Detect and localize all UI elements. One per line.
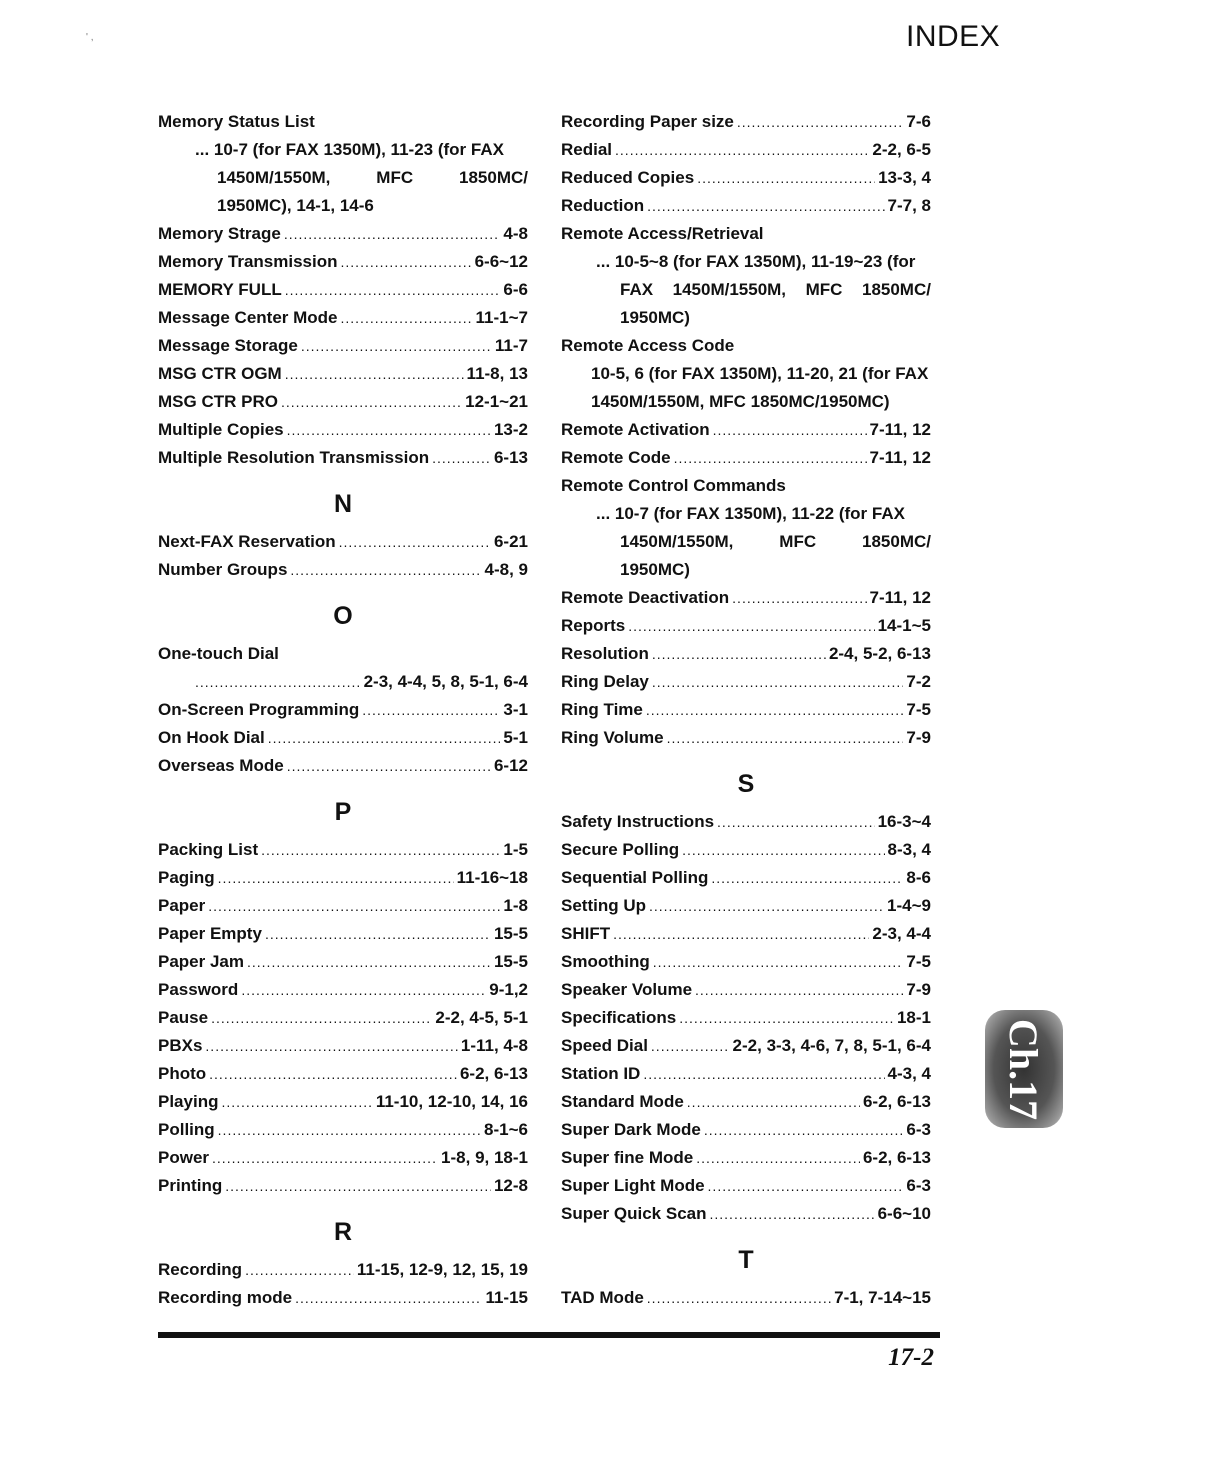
dot-leader [341,304,473,332]
entry-pages-part: 1850MC/ [459,168,528,187]
index-entry [158,1060,528,1088]
index-entry [561,1116,931,1144]
index-entry [561,164,931,192]
dot-leader [241,976,486,1004]
entry-term: Reduction [561,196,645,215]
dot-leader [647,1284,831,1312]
index-entry [561,1284,931,1312]
index-entry-continuation [561,360,931,388]
dot-leader [713,416,867,444]
dot-leader [708,1172,904,1200]
entry-pages: 6-2, 6-13 [862,1148,931,1167]
index-entry [561,696,931,724]
entry-pages: 8-6 [906,868,931,887]
entry-pages: 2-2, 4-5, 5-1 [435,1008,528,1027]
dot-leader [287,752,491,780]
entry-pages-part: 1850MC/ [862,532,931,551]
section-letter-s: S [737,770,755,798]
entry-term: Sequential Polling [561,868,709,887]
section-letter-r: R [333,1218,353,1246]
dot-leader [211,1004,432,1032]
dot-leader [205,1032,457,1060]
index-entry [561,444,931,472]
index-entry [561,976,931,1004]
entry-term: Reports [561,616,626,635]
chapter-tab-label: Ch.17 [1001,1018,1047,1120]
index-entry-continuation [561,388,931,416]
entry-pages-part: 1450M/1550M, [620,532,734,551]
dot-leader [295,1284,482,1312]
entry-term: Setting Up [561,896,646,915]
entry-term: Packing List [158,840,259,859]
entry-term: Pause [158,1008,209,1027]
entry-pages: 11-15, 12-9, 12, 15, 19 [356,1260,528,1279]
entry-term: Speaker Volume [561,980,693,999]
dot-leader [696,1144,860,1172]
entry-term: One-touch Dial [158,644,279,663]
dot-leader [268,724,501,752]
entry-pages: 18-1 [896,1008,931,1027]
entry-pages: 13-2 [493,420,528,439]
dot-leader [674,444,867,472]
entry-term: Safety Instructions [561,812,715,831]
entry-pages-part: FAX [620,280,654,299]
entry-pages: 1-11, 4-8 [460,1036,528,1055]
entry-pages [620,528,931,556]
entry-term: Resolution [561,644,649,663]
entry-pages: 11-7 [494,336,528,355]
entry-pages: 11-8, 13 [466,364,528,383]
dot-leader [652,640,826,668]
entry-pages: 14-1~5 [877,616,931,635]
dot-leader [285,276,501,304]
entry-pages: ... 10-5~8 (for FAX 1350M), 11-19~23 (for [596,252,916,271]
index-entry [561,108,931,136]
entry-pages: 16-3~4 [877,812,931,831]
entry-pages: 6-2, 6-13 [862,1092,931,1111]
dot-leader [646,696,904,724]
entry-pages: 7-9 [906,980,931,999]
index-entry [158,976,528,1004]
index-entry [561,668,931,696]
index-entry [561,416,931,444]
dot-leader [208,892,500,920]
entry-term: Polling [158,1120,215,1139]
entry-pages: 1-5 [503,840,528,859]
entry-term: Password [158,980,239,999]
index-entry [158,444,528,472]
dot-leader [209,1060,457,1088]
entry-term: Memory Transmission [158,252,338,271]
dot-leader [284,220,501,248]
entry-term: Paper Empty [158,924,262,943]
entry-term: Paper Jam [158,952,244,971]
dot-leader [682,836,884,864]
index-entry-continuation [561,248,931,276]
index-entry-continuation [561,304,931,332]
entry-term: Paper [158,896,206,915]
entry-pages: 8-1~6 [484,1120,528,1139]
index-entry-continuation [158,668,528,696]
index-entry [561,584,931,612]
index-entry [158,1144,528,1172]
entry-term: Ring Delay [561,672,649,691]
entry-pages: 1450M/1550M, MFC 1850MC/1950MC) [591,392,890,411]
entry-term: Power [158,1148,210,1167]
entry-pages: 6-12 [493,756,528,775]
entry-pages: 7-11, 12 [869,420,931,439]
entry-term: Station ID [561,1064,641,1083]
index-entry-continuation [158,192,528,220]
entry-pages: 13-3, 4 [878,168,931,187]
index-column-right [561,108,931,1312]
index-entry [158,360,528,388]
entry-term: SHIFT [561,924,611,943]
chapter-tab [985,1010,1063,1128]
entry-term: MEMORY FULL [158,280,282,299]
dot-leader [704,1116,904,1144]
entry-term: Multiple Resolution Transmission [158,448,430,467]
entry-pages: 4-8 [503,224,528,243]
dot-leader [212,1144,438,1172]
index-entry [158,332,528,360]
entry-pages: ... 10-7 (for FAX 1350M), 11-23 (for FAX [195,140,504,159]
dot-leader [667,724,904,752]
dot-leader [695,976,903,1004]
index-entry [158,220,528,248]
index-entry [561,808,931,836]
entry-pages: 7-7, 8 [887,196,931,215]
dot-leader [265,920,491,948]
entry-pages: 6-6 [503,280,528,299]
entry-pages: 6-6~12 [474,252,528,271]
entry-pages: 5-1 [503,728,528,747]
entry-term: Paging [158,868,215,887]
entry-pages: 6-6~10 [877,1204,931,1223]
dot-leader [647,192,884,220]
entry-pages: 4-8, 9 [484,560,528,579]
entry-term: MSG CTR OGM [158,364,282,383]
index-entry [158,108,528,136]
index-entry [561,920,931,948]
index-entry [561,1200,931,1228]
entry-pages: 15-5 [493,952,528,971]
section-letter-t: T [738,1246,754,1274]
index-entry [561,136,931,164]
section-letter-n: N [333,490,353,518]
entry-term: Redial [561,140,613,159]
entry-pages: 11-16~18 [456,868,528,887]
entry-term: Memory Strage [158,224,281,243]
scan-marks: ' , [86,32,94,43]
entry-term: Printing [158,1176,223,1195]
index-entry [158,1256,528,1284]
entry-pages: 6-3 [906,1176,931,1195]
dot-leader [218,1116,481,1144]
dot-leader [285,360,464,388]
dot-leader [653,948,904,976]
dot-leader [225,1172,491,1200]
index-entry-continuation [561,556,931,584]
entry-term: Remote Deactivation [561,588,730,607]
entry-pages-part: 1450M/1550M, [672,280,787,299]
index-entry [561,192,931,220]
entry-pages: 12-1~21 [465,392,528,411]
entry-pages: 2-2, 3-3, 4-6, 7, 8, 5-1, 6-4 [732,1036,931,1055]
dot-leader [362,696,500,724]
entry-pages: 10-5, 6 (for FAX 1350M), 11-20, 21 (for FAX [591,364,929,383]
entry-pages: 7-5 [906,700,931,719]
index-entry [158,696,528,724]
dot-leader [613,920,869,948]
entry-term: On Hook Dial [158,728,265,747]
dot-leader [261,836,500,864]
entry-pages [217,164,528,192]
index-entry [158,304,528,332]
entry-term: Recording [158,1260,243,1279]
entry-pages: 8-3, 4 [887,840,931,859]
index-entry [561,1004,931,1032]
dot-leader [628,612,874,640]
entry-pages: 7-9 [906,728,931,747]
entry-term: Super Dark Mode [561,1120,701,1139]
index-entry [561,472,931,500]
entry-term: Message Center Mode [158,308,338,327]
dot-leader [651,1032,730,1060]
index-entry [158,1116,528,1144]
dot-leader [649,892,884,920]
entry-pages-part: MFC [779,532,817,551]
entry-pages: 11-15 [485,1288,528,1307]
entry-term: Ring Time [561,700,643,719]
entry-pages: 9-1,2 [489,980,528,999]
section-letter-o: O [333,602,353,630]
dot-leader [652,668,904,696]
dot-leader [687,1088,860,1116]
entry-term: Remote Code [561,448,671,467]
index-entry-continuation [158,164,528,192]
entry-pages: 15-5 [493,924,528,943]
entry-term: Speed Dial [561,1036,648,1055]
index-entry [158,864,528,892]
entry-pages: 1-8 [503,896,528,915]
index-entry-continuation [158,136,528,164]
index-entry [158,276,528,304]
section-letter-p: P [334,798,352,826]
index-entry [561,1088,931,1116]
index-entry [158,1088,528,1116]
entry-term: Super Quick Scan [561,1204,707,1223]
entry-term: Remote Access/Retrieval [561,224,764,243]
index-entry [158,724,528,752]
entry-pages-part: 1850MC/ [861,280,931,299]
entry-term: Recording mode [158,1288,293,1307]
index-entry [158,836,528,864]
dot-leader [679,1004,894,1032]
dot-leader [711,864,903,892]
index-entry [561,1032,931,1060]
index-entry [561,1144,931,1172]
entry-pages: 7-6 [906,112,931,131]
dot-leader [218,864,454,892]
entry-term: Specifications [561,1008,677,1027]
index-column-left [158,108,528,1312]
entry-pages: 6-13 [493,448,528,467]
index-entry-continuation [561,276,931,304]
entry-pages: 2-2, 6-5 [872,140,931,159]
dot-leader [615,136,869,164]
entry-pages: 11-10, 12-10, 14, 16 [375,1092,528,1111]
dot-leader [732,584,866,612]
index-entry [158,248,528,276]
entry-term: Playing [158,1092,219,1111]
entry-term: Smoothing [561,952,650,971]
entry-pages: 12-8 [493,1176,528,1195]
entry-term: Memory Status List [158,112,315,131]
entry-term: TAD Mode [561,1288,644,1307]
dot-leader [710,1200,875,1228]
dot-leader [432,444,491,472]
index-entry [158,1004,528,1032]
index-entry-continuation [561,500,931,528]
entry-term: Next-FAX Reservation [158,532,336,551]
index-entry [158,556,528,584]
dot-leader [281,388,462,416]
index-entry [561,892,931,920]
entry-pages-part: MFC [805,280,843,299]
dot-leader [290,556,481,584]
dot-leader [221,1088,372,1116]
index-entry [561,1060,931,1088]
index-entry-continuation [561,528,931,556]
entry-term: Remote Activation [561,420,710,439]
index-entry [158,1172,528,1200]
entry-term: Overseas Mode [158,756,284,775]
entry-pages: 7-5 [906,952,931,971]
entry-pages: 11-1~7 [475,308,528,327]
index-entry [158,920,528,948]
entry-pages: 1-4~9 [887,896,931,915]
index-entry [561,864,931,892]
entry-pages [620,276,931,304]
entry-term: Message Storage [158,336,298,355]
index-entry [561,640,931,668]
dot-leader [697,164,875,192]
index-entry [158,752,528,780]
index-entry [561,612,931,640]
entry-pages: 7-11, 12 [869,448,931,467]
entry-pages: 7-11, 12 [869,588,931,607]
dot-leader [717,808,875,836]
index-entry [561,948,931,976]
dot-leader [341,248,472,276]
entry-term: Photo [158,1064,207,1083]
entry-pages: 6-3 [906,1120,931,1139]
index-entry [561,332,931,360]
entry-pages: 2-3, 4-4, 5, 8, 5-1, 6-4 [363,672,528,691]
index-entry [561,724,931,752]
entry-term: Ring Volume [561,728,664,747]
index-entry [158,892,528,920]
dot-leader [287,416,491,444]
entry-pages: 7-1, 7-14~15 [834,1288,931,1307]
entry-term: MSG CTR PRO [158,392,278,411]
entry-pages: 4-3, 4 [887,1064,931,1083]
entry-term: Secure Polling [561,840,680,859]
entry-pages: 1950MC), 14-1, 14-6 [217,196,374,215]
dot-leader [643,1060,884,1088]
dot-leader [247,948,491,976]
entry-term: Standard Mode [561,1092,684,1111]
page-number: 17-2 [888,1344,934,1371]
index-entry [158,528,528,556]
entry-pages-part: 1450M/1550M, [217,168,331,187]
entry-pages: ... 10-7 (for FAX 1350M), 11-22 (for FAX [596,504,905,523]
entry-term: On-Screen Programming [158,700,360,719]
entry-term: Super fine Mode [561,1148,694,1167]
entry-pages: 1-8, 9, 18-1 [441,1148,528,1167]
index-entry [561,836,931,864]
index-entry [158,948,528,976]
footer-rule [158,1332,940,1338]
entry-term: Super Light Mode [561,1176,705,1195]
dot-leader [737,108,904,136]
entry-pages: 7-2 [906,672,931,691]
page-title: INDEX [906,20,1001,53]
entry-pages: 6-2, 6-13 [459,1064,528,1083]
entry-pages: 2-3, 4-4 [872,924,931,943]
entry-pages-part: MFC [376,168,414,187]
dot-leader [245,1256,354,1284]
entry-pages: 6-21 [493,532,528,551]
entry-term: Recording Paper size [561,112,734,131]
index-entry [158,1032,528,1060]
index-entry [158,1284,528,1312]
entry-term: Multiple Copies [158,420,284,439]
entry-term: Remote Access Code [561,336,735,355]
index-entry [561,220,931,248]
index-entry [561,1172,931,1200]
dot-leader [301,332,492,360]
entry-pages: 2-4, 5-2, 6-13 [828,644,931,663]
dot-leader [195,668,361,696]
entry-term: PBXs [158,1036,203,1055]
entry-pages: 3-1 [503,700,528,719]
entry-term: Remote Control Commands [561,476,786,495]
entry-term: Number Groups [158,560,288,579]
index-entry [158,640,528,668]
dot-leader [339,528,491,556]
entry-term: Reduced Copies [561,168,695,187]
entry-pages: 1950MC) [620,308,690,327]
index-entry [158,388,528,416]
entry-pages: 1950MC) [620,560,690,579]
index-entry [158,416,528,444]
